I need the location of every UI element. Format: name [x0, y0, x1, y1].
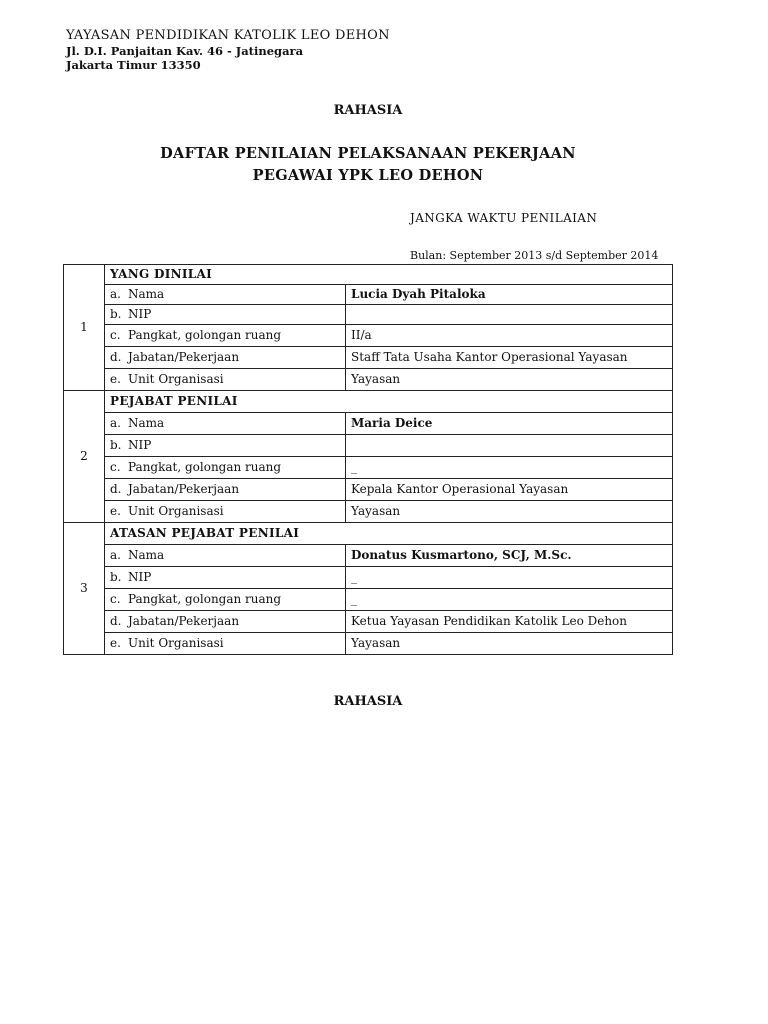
field-label: b. NIP [105, 435, 346, 457]
document-title-line-1: DAFTAR PENILAIAN PELAKSANAAN PEKERJAAN [160, 145, 576, 162]
table-row [64, 501, 673, 523]
field-value: Lucia Dyah Pitaloka [346, 285, 673, 305]
confidential-label-bottom: RAHASIA [333, 694, 403, 709]
field-value [346, 435, 673, 457]
letterhead [66, 28, 390, 72]
field-label: a. Nama [105, 285, 346, 305]
section-number: 3 [64, 523, 105, 655]
table-row [64, 435, 673, 457]
section-title: ATASAN PEJABAT PENILAI [105, 523, 673, 545]
table-row [64, 545, 673, 567]
confidential-label-top: RAHASIA [333, 103, 403, 118]
organization-name: YAYASAN PENDIDIKAN KATOLIK LEO DEHON [66, 28, 390, 43]
table-row [64, 347, 673, 369]
field-label: a. Nama [105, 545, 346, 567]
section-title: YANG DINILAI [105, 265, 673, 285]
table-row [64, 325, 673, 347]
section-header-row [64, 523, 673, 545]
section-number: 1 [64, 265, 105, 391]
field-value: Yayasan [346, 501, 673, 523]
section-header-row [64, 265, 673, 285]
field-value: II/a [346, 325, 673, 347]
table-row [64, 589, 673, 611]
table-row [64, 567, 673, 589]
field-value: _ [346, 589, 673, 611]
field-value: Donatus Kusmartono, SCJ, M.Sc. [346, 545, 673, 567]
field-value [346, 305, 673, 325]
address-line-1: Jl. D.I. Panjaitan Kav. 46 - Jatinegara [66, 44, 304, 58]
field-label: c. Pangkat, golongan ruang [105, 325, 346, 347]
table-row [64, 479, 673, 501]
table-row [64, 285, 673, 305]
field-value: Kepala Kantor Operasional Yayasan [346, 479, 673, 501]
document-title-line-2: PEGAWAI YPK LEO DEHON [252, 167, 484, 184]
field-label: d. Jabatan/Pekerjaan [105, 347, 346, 369]
field-value: Staff Tata Usaha Kantor Operasional Yayasan [346, 347, 673, 369]
section-title: PEJABAT PENILAI [105, 391, 673, 413]
field-label: c. Pangkat, golongan ruang [105, 589, 346, 611]
table-row [64, 305, 673, 325]
field-label: e. Unit Organisasi [105, 501, 346, 523]
section-number: 2 [64, 391, 105, 523]
assessment-form-table [63, 264, 673, 655]
field-value: Yayasan [346, 369, 673, 391]
field-label: e. Unit Organisasi [105, 633, 346, 655]
table-row [64, 633, 673, 655]
field-label: e. Unit Organisasi [105, 369, 346, 391]
field-value: _ [346, 457, 673, 479]
field-label: d. Jabatan/Pekerjaan [105, 479, 346, 501]
table-row [64, 413, 673, 435]
field-label: d. Jabatan/Pekerjaan [105, 611, 346, 633]
assessment-period-label: JANGKA WAKTU PENILAIAN [410, 211, 598, 225]
field-value: Maria Deice [346, 413, 673, 435]
field-value: Yayasan [346, 633, 673, 655]
field-label: b. NIP [105, 567, 346, 589]
assessment-period-range: Bulan: September 2013 s/d September 2014 [410, 249, 659, 262]
field-value: _ [346, 567, 673, 589]
section-header-row [64, 391, 673, 413]
table-row [64, 369, 673, 391]
address-line-2: Jakarta Timur 13350 [66, 58, 201, 72]
table-row [64, 611, 673, 633]
table-row [64, 457, 673, 479]
field-label: b. NIP [105, 305, 346, 325]
field-label: c. Pangkat, golongan ruang [105, 457, 346, 479]
field-value: Ketua Yayasan Pendidikan Katolik Leo Dehon [346, 611, 673, 633]
field-label: a. Nama [105, 413, 346, 435]
